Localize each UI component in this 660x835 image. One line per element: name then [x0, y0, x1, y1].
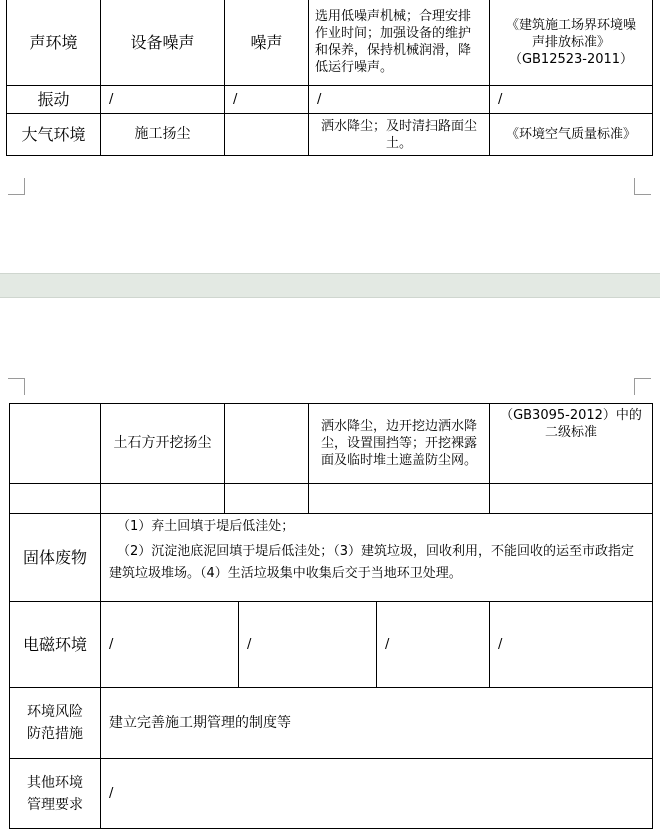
cell-empty-2	[100, 483, 225, 514]
cell-pollutant-vibration: /	[224, 85, 309, 114]
cell-measure-vibration: /	[308, 85, 490, 114]
page-gap	[0, 273, 660, 298]
cell-standard-vibration: /	[489, 85, 653, 114]
cell-source-vibration: /	[100, 85, 225, 114]
margin-corner-right	[634, 178, 651, 195]
solid-waste-line-2: （2）沉淀池底泥回填于堤后低洼处；（3）建筑垃圾，回收利用，不能回收的运至市政指定建筑垃圾堆场。（4）生活垃圾集中收集后交于当地环卫处理。	[109, 544, 635, 581]
cell-factor-other: 其他环境管理要求	[9, 758, 101, 829]
cell-empty-3	[224, 483, 309, 514]
cell-factor-risk: 环境风险防范措施	[9, 687, 101, 759]
cell-standard-air: 《环境空气质量标准》	[489, 113, 653, 156]
cell-pollutant-earthwork	[224, 403, 309, 484]
cell-em-3: /	[376, 601, 490, 688]
cell-content-other: /	[100, 758, 653, 829]
cell-em-2: /	[238, 601, 377, 688]
cell-source-earthwork: 土石方开挖扬尘	[100, 403, 225, 484]
cell-empty-1	[9, 483, 101, 514]
cell-factor-air: 大气环境	[6, 113, 101, 156]
cell-source-air: 施工扬尘	[100, 113, 225, 156]
cell-factor-noise: 声环境	[6, 0, 101, 86]
page-1	[0, 0, 660, 273]
cell-measure-earthwork: 洒水降尘，边开挖边洒水降尘，设置围挡等；开挖裸露面及临时堆土遮盖防尘网。	[308, 403, 490, 484]
cell-em-4: /	[489, 601, 653, 688]
cell-factor-air-cont	[9, 403, 101, 484]
page-2	[0, 298, 660, 835]
cell-factor-vibration: 振动	[6, 85, 101, 114]
margin-corner-top-left	[8, 378, 25, 395]
cell-empty-5	[489, 483, 653, 514]
cell-pollutant-air	[224, 113, 309, 156]
cell-source-noise: 设备噪声	[100, 0, 225, 86]
cell-factor-solid-waste: 固体废物	[9, 513, 101, 602]
cell-measure-air: 洒水降尘；及时清扫路面尘土。	[308, 113, 490, 156]
margin-corner-left	[8, 178, 25, 195]
cell-em-1: /	[100, 601, 239, 688]
cell-standard-noise: 《建筑施工场界环境噪声排放标准》（GB12523-2011）	[489, 0, 653, 86]
cell-content-risk: 建立完善施工期管理的制度等	[100, 687, 653, 759]
cell-empty-4	[308, 483, 490, 514]
cell-content-solid-waste	[100, 513, 653, 602]
margin-corner-top-right	[634, 378, 651, 395]
cell-factor-electromagnetic: 电磁环境	[9, 601, 101, 688]
cell-pollutant-noise: 噪声	[224, 0, 309, 86]
cell-standard-earthwork: （GB3095-2012）中的二级标准	[489, 403, 653, 484]
cell-measure-noise: 选用低噪声机械；合理安排作业时间；加强设备的维护和保养，保持机械润滑，降低运行噪声。	[308, 0, 490, 86]
solid-waste-line-1: （1）弃土回填于堤后低洼处；	[117, 519, 295, 534]
